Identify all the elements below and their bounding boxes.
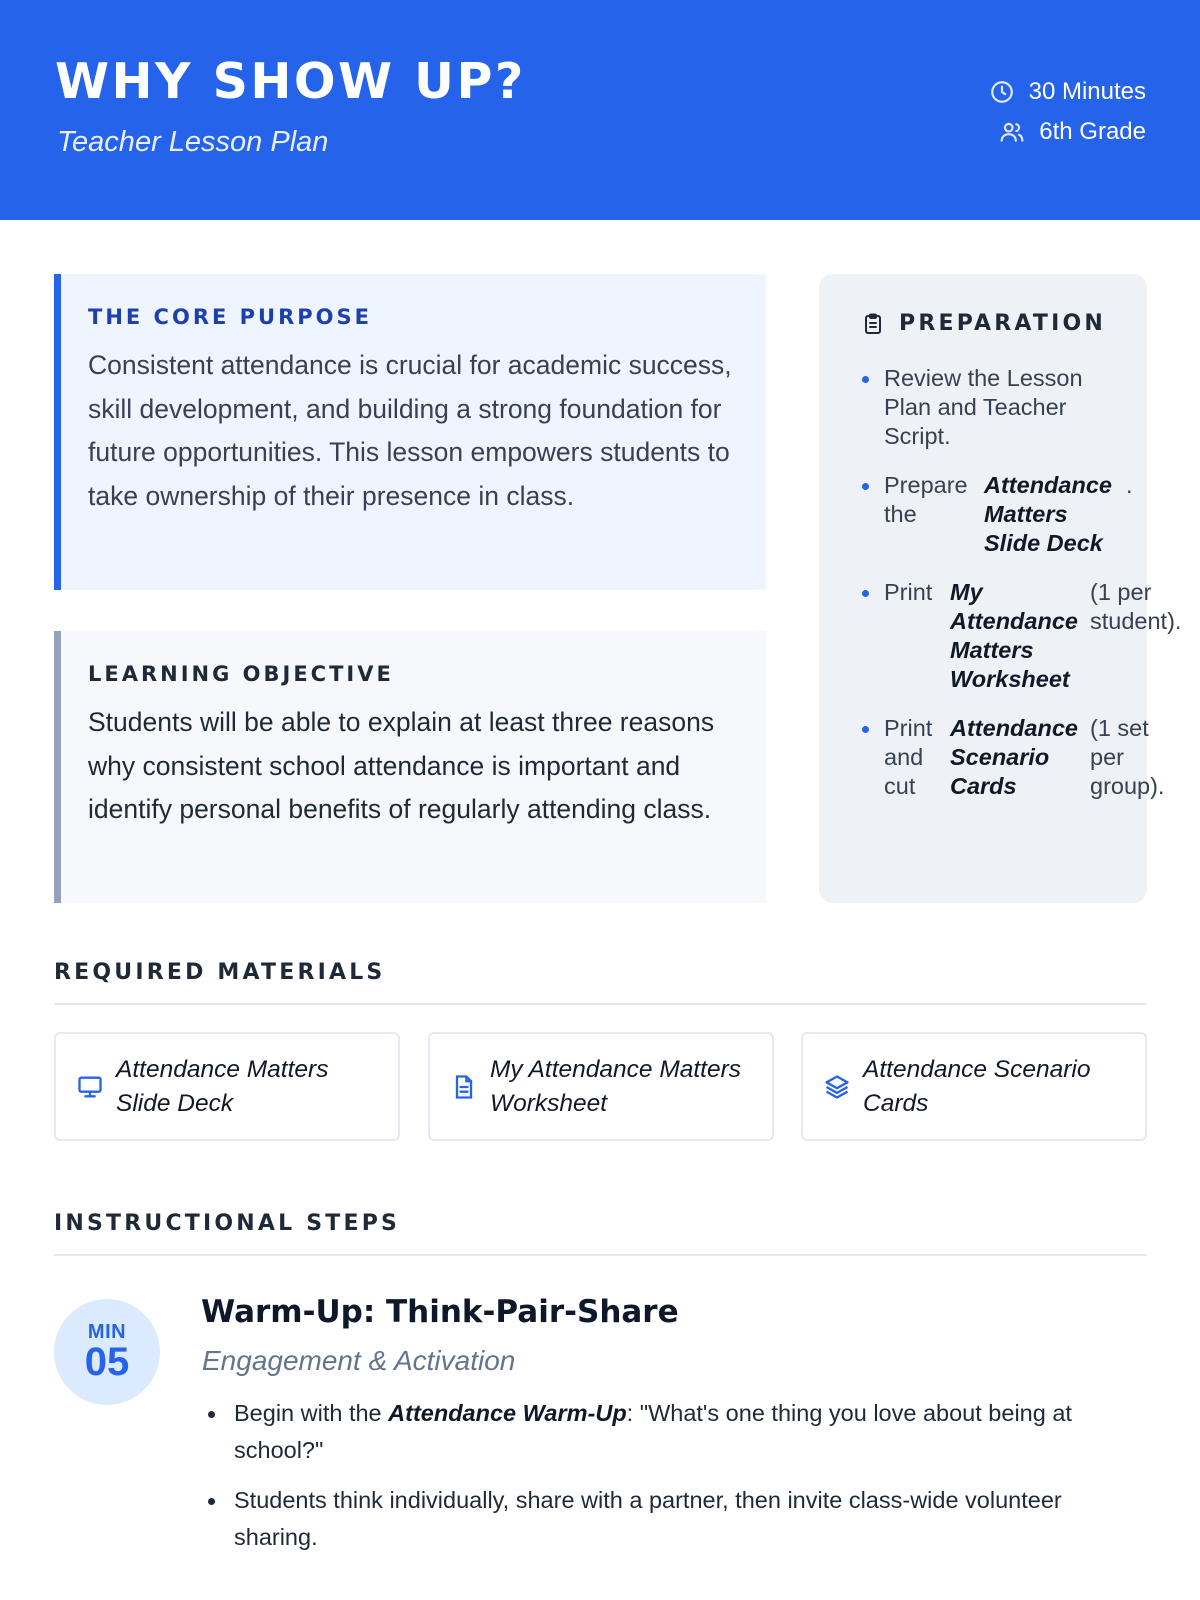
material-card-slide-deck — [54, 1032, 400, 1141]
preparation-list — [861, 364, 1182, 801]
material-card-scenario-cards — [801, 1032, 1147, 1141]
clipboard-icon — [861, 312, 885, 336]
duration-text: 30 Minutes — [1028, 78, 1146, 105]
users-icon — [999, 119, 1025, 145]
prep-item-material: Attendance Scenario Cards — [950, 715, 1078, 799]
bullet-text: Students think individually, share with a partner, then invite class-wide volunteer sharing. — [234, 1487, 1062, 1550]
material-label: Attendance Scenario Cards — [863, 1055, 1091, 1117]
core-purpose-label: THE CORE PURPOSE — [88, 305, 372, 329]
duration-row — [989, 72, 1146, 112]
step-bullet — [206, 1482, 1146, 1556]
preparation-header — [861, 304, 1147, 344]
prep-item-material: Attendance Matters Slide Deck — [984, 472, 1112, 556]
prep-item-tail: . — [1126, 472, 1133, 498]
step-bullet — [206, 1395, 1146, 1469]
page-title: WHY SHOW UP? — [55, 53, 526, 110]
core-purpose-card — [54, 274, 766, 590]
prep-item-material: My Attendance Matters Worksheet — [950, 579, 1078, 692]
learning-objective-label: LEARNING OBJECTIVE — [88, 662, 394, 686]
page-subtitle: Teacher Lesson Plan — [57, 126, 329, 158]
step-subtitle: Engagement & Activation — [202, 1345, 516, 1376]
grade-row — [989, 112, 1146, 152]
preparation-panel — [819, 274, 1182, 903]
bullet-text: Begin with the — [234, 1400, 389, 1426]
grade-text: 6th Grade — [1039, 118, 1146, 145]
learning-objective-text: Students will be able to explain at least three reasons why consistent school attendance is important and identify personal benefits of regularly attending class. — [88, 707, 715, 824]
step-bullets — [206, 1395, 1146, 1569]
lesson-meta — [989, 72, 1146, 152]
instructional-steps-heading: INSTRUCTIONAL STEPS — [54, 1211, 401, 1236]
section-divider — [54, 1254, 1147, 1256]
prep-item — [861, 714, 1165, 801]
prep-item-lead: Prepare the — [884, 472, 968, 527]
prep-item — [861, 471, 1147, 558]
layers-icon — [823, 1073, 851, 1101]
section-divider — [54, 1003, 1147, 1005]
prep-item-lead: Print — [884, 579, 933, 605]
badge-label: MIN — [87, 1321, 127, 1343]
material-card-worksheet — [428, 1032, 774, 1141]
prep-item — [861, 364, 1147, 451]
prep-item — [861, 578, 1182, 694]
prep-item-tail: (1 set per group). — [1090, 715, 1165, 799]
required-materials-heading: REQUIRED MATERIALS — [54, 960, 386, 985]
header-banner — [0, 0, 1200, 220]
bullet-text: : "What's one thing you love about being at school?" — [234, 1400, 1072, 1463]
preparation-label: PREPARATION — [899, 311, 1106, 336]
prep-item-lead: Print and cut — [884, 715, 933, 799]
monitor-icon — [76, 1073, 104, 1101]
core-purpose-text: Consistent attendance is crucial for academic success, skill development, and building a strong foundation for future opportunities. This lesson empowers students to take ownership of their presence in class. — [88, 350, 732, 511]
prep-item-text: Review the Lesson Plan and Teacher Script. — [884, 365, 1083, 449]
prep-item-tail: (1 per student). — [1090, 579, 1182, 634]
bullet-emphasis: Attendance Warm-Up — [388, 1400, 627, 1426]
learning-objective-card — [54, 631, 766, 903]
minutes-badge — [54, 1299, 160, 1405]
clock-icon — [989, 79, 1015, 105]
material-label: Attendance Matters Slide Deck — [116, 1055, 329, 1117]
material-label: My Attendance Matters Worksheet — [490, 1055, 742, 1117]
step-title: Warm-Up: Think-Pair-Share — [201, 1294, 679, 1330]
document-icon — [450, 1073, 478, 1101]
badge-minutes: 05 — [84, 1340, 130, 1384]
